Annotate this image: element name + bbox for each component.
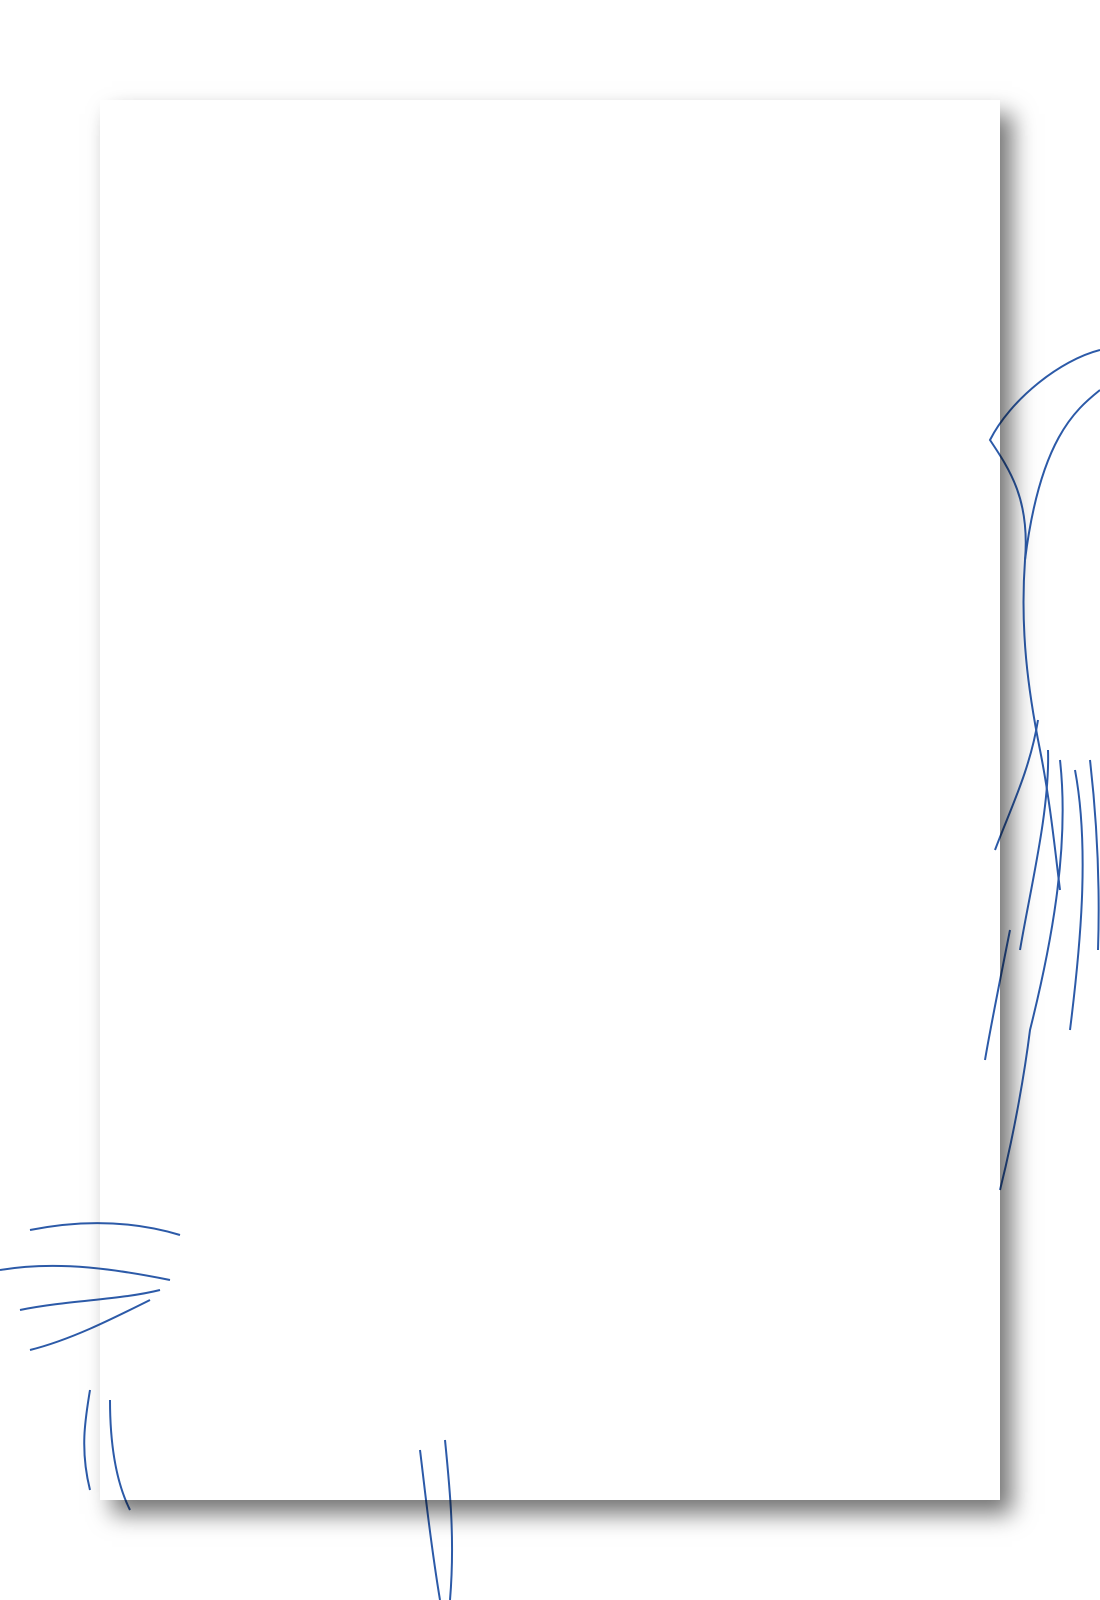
card-line-art: [100, 100, 1000, 1500]
menu-card: [100, 100, 1000, 1500]
card-accent-bar: [100, 100, 1000, 120]
